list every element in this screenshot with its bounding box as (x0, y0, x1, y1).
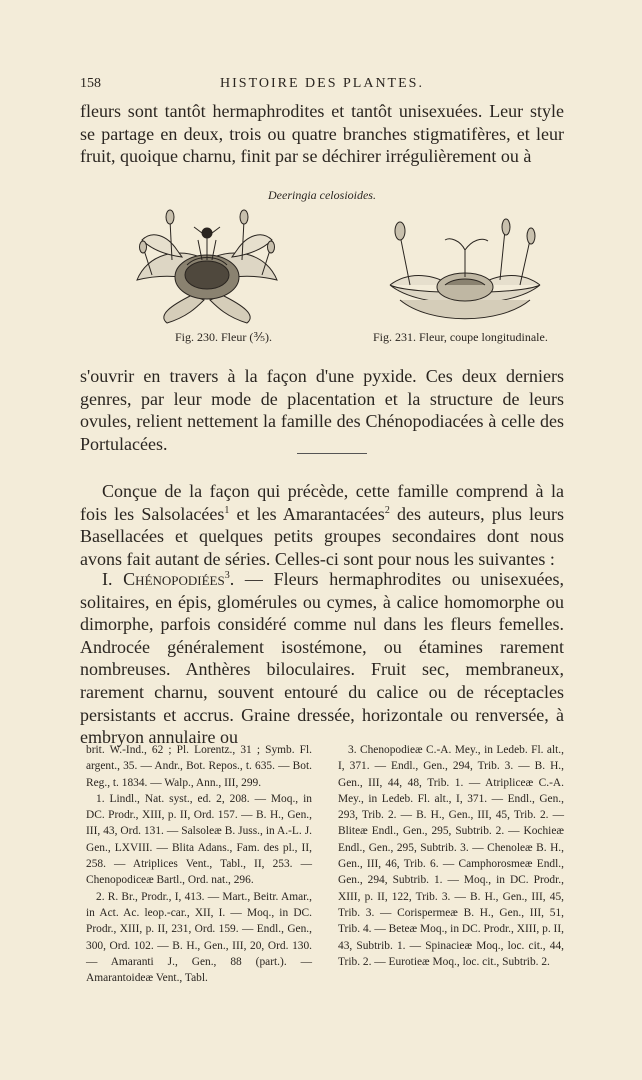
paragraph-continuation: s'ouvrir en travers à la façon d'une pyxide. Ces deux derniers genres, par leur mode de placentation et la structure de leurs ovules, relient nettement la famille des Chénopodiacées à celle des Portulacées. (80, 366, 564, 454)
footnote: 1. Lindl., Nat. syst., ed. 2, 208. — Moq., in DC. Prodr., XIII, p. II, Ord. 157. — B. H., Gen., III, 43, Ord. 131. — Salsoleæ B. Juss., in A.-L. J. Gen., LXVIII. — Blita Adans., Fam. des pl., II, 258. — Atriplices Vent., Tabl., II, 253. — Chenopodiceæ Bartl., Ord. nat., 296. (86, 792, 312, 887)
footnote: brit. W.-Ind., 62 ; Pl. Lorentz., 31 ; Symb. Fl. argent., 35. — Andr., Bot. Repos., t. 635. — Bot. Reg., t. 1834. — Walp., Ann., III, 299. (86, 744, 312, 789)
flower-section-illustration (380, 215, 550, 325)
paragraph-top: fleurs sont tantôt hermaphrodites et tantôt unisexuées. Leur style se partage en deux, trois ou quatre branches stigmatifères, et leur fruit, quoique charnu, finit par se déchirer irrégulièrement ou à (80, 101, 564, 167)
series-number: I. (102, 569, 124, 589)
paragraph-family (80, 480, 564, 570)
figure-title: Deeringia celosioides. (268, 188, 376, 202)
footnote: 3. Chenopodieæ C.-A. Mey., in Ledeb. Fl. alt., I, 371. — Endl., Gen., 294, Trib. 3. — B. H., Gen., III, 44, 48, Trib. 1. — Atripliceæ C.-A. Mey., in Ledeb. Fl. alt., I, 371. — Endl., Gen., 293, Trib. 2. — B. H., Gen., III, 45, Trib. 2. — Bliteæ Endl., Gen., 295, Subtrib. 2. — Kochieæ Endl., Gen., 295, Subtrib. 3. — Chenoleæ B. H., Gen., III, 46, Trib. 6. — Camphorosmeæ Endl., Gen., 294, Subtrib. 1. — Moq., in DC. Prodr., XIII, p. II, 122, Trib. 3. — B. H., Gen., III, 45, Trib. 3. — Corispermeæ B. H., Gen., III, 51, Trib. 4. — Beteæ Moq., in DC. Prodr., XIII, p. II, 43, Subtrib. 1. — Spinacieæ Moq., loc. cit., 44, Trib. 2. — Eurotieæ Moq., loc. cit., Subtrib. 2. (338, 744, 564, 968)
page-header (80, 76, 564, 96)
running-title: HISTOIRE DES PLANTES. (220, 76, 424, 91)
footnote-ref-1: 1 (224, 504, 230, 516)
footnote-ref-3: 3 (224, 570, 230, 581)
series-title: Chénopodiées (123, 569, 225, 589)
text-span: des auteurs, plus leurs Basellacées et quelques petits groupes secondaires dont nous avons fait autant de séries. Celles-ci sont pour nous les suivantes : (80, 503, 565, 569)
page-number: 158 (80, 76, 101, 91)
footnotes-left-column (86, 742, 312, 986)
footnote-ref-2: 2 (384, 504, 390, 516)
footnotes-right-column (338, 742, 564, 970)
text-span: et les Amarantacées (229, 503, 385, 524)
paragraph-chenopodiees (80, 568, 564, 749)
figure-230-caption: Fig. 230. Fleur (⅗). (175, 330, 272, 344)
figure-231-caption: Fig. 231. Fleur, coupe longitudinale. (373, 330, 548, 344)
section-divider (297, 453, 367, 454)
flower-illustration (132, 205, 282, 325)
footnote: 2. R. Br., Prodr., I, 413. — Mart., Beitr. Amar., in Act. Ac. leop.-car., XII, I. — Moq., in DC. Prodr., XIII, p. II, 231, Ord. 159. — Endl., Gen., 300, Ord. 102. — B. H., Gen., III, 20, Ord. 130. — Amaranti J., Gen., 88 (part.). — Amarantoideæ Vent., Tabl. (86, 890, 312, 985)
series-description: . — Fleurs hermaphrodites ou unisexuées, solitaires, en épis, glomérules ou cymes, à calice homomorphe ou dimorphe, parfois considéré comme nul dans les fleurs femelles. Androcée généralement isostémone, ou étamines rarement nombreuses. Anthères biloculaires. Fruit sec, membraneux, rarement charnu, souvent entouré du calice ou de réceptacles persistants et accrus. Graine dressée, horizontale ou renversée, à embryon annulaire ou (80, 569, 564, 748)
text-span: Conçue de la façon qui précède, cette famille comprend à la fois les Salsolacées (80, 481, 564, 524)
